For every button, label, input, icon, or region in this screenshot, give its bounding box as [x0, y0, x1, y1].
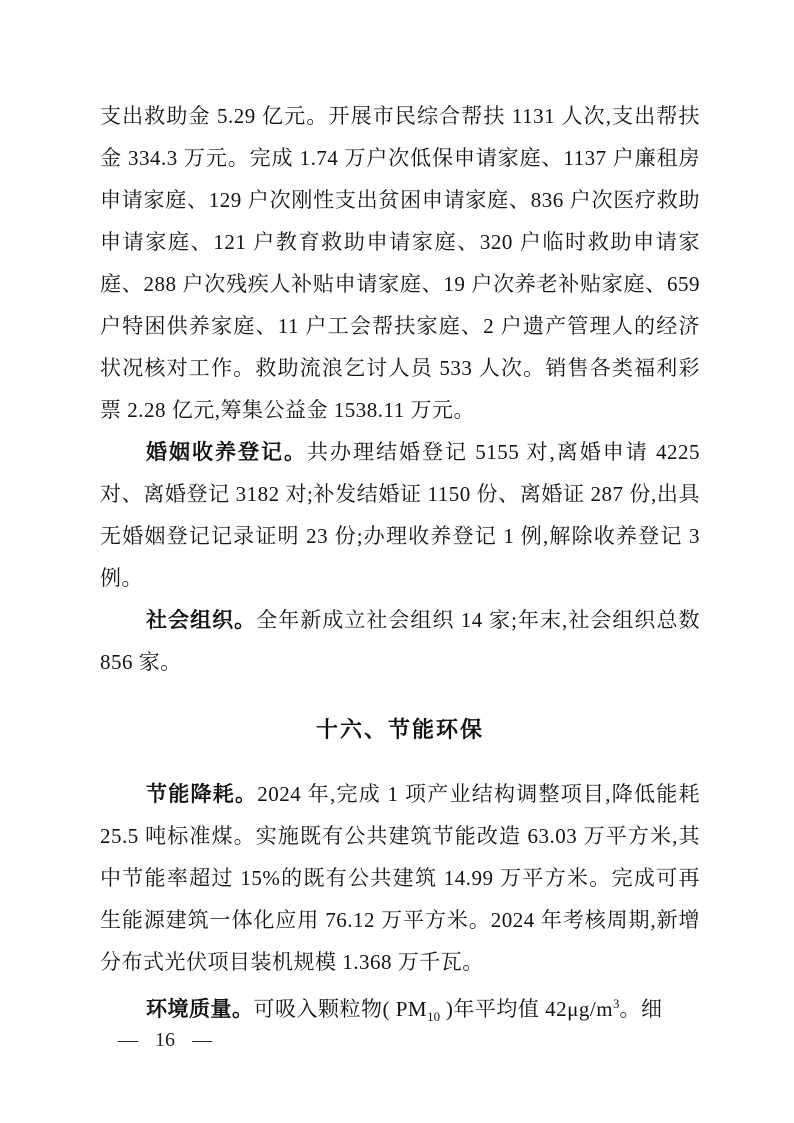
paragraph-text: 。细: [619, 997, 663, 1021]
page-body: [100, 95, 700, 1038]
paragraph-lead: 社会组织。: [146, 608, 257, 632]
paragraph-social-organizations: [100, 599, 700, 683]
paragraph-text: 支出救助金 5.29 亿元。开展市民综合帮扶 1131 人次,支出帮扶金 334.3 万元。完成 1.74 万户次低保申请家庭、1137 户廉租房申请家庭、129 户次刚性支出贫困申请家庭、836 户次医疗救助申请家庭、121 户教育救助申请家庭、320 户临时救助申请家庭、288 户次残疾人补贴申请家庭、19 户次养老补贴家庭、659 户特困供养家庭、11 户工会帮扶家庭、2 户遗产管理人的经济状况核对工作。救助流浪乞讨人员 533 人次。销售各类福利彩票 2.28 亿元,筹集公益金 1538.11 万元。: [100, 104, 700, 422]
page-number: — 16 —: [118, 1029, 212, 1051]
paragraph-text: 共办理结婚登记 5155 对,离婚申请 4225 对、离婚登记 3182 对;补发结婚证 1150 份、离婚证 287 份,出具无婚姻登记记录证明 23 份;办理收养登记 1 例,解除收养登记 3 例。: [100, 440, 700, 590]
section-heading: 十六、节能环保: [315, 717, 484, 742]
paragraph-text: )年平均值 42μg/m: [440, 997, 614, 1021]
cubic-meter-superscript: 3: [613, 996, 620, 1011]
paragraph-text: 2024 年,完成 1 项产业结构调整项目,降低能耗 25.5 吨标准煤。实施既有公共建筑节能改造 63.03 万平方米,其中节能率超过 15%的既有公共建筑 14.99 万平方米。完成可再生能源建筑一体化应用 76.12 万平方米。2024 年考核周期,新增分布式光伏项目装机规模 1.368 万千瓦。: [100, 782, 700, 974]
paragraph-social-assistance: [100, 95, 700, 431]
paragraph-energy-saving: [100, 773, 700, 983]
pm10-subscript: 10: [427, 1009, 441, 1024]
paragraph-text: 可吸入颗粒物( PM: [253, 997, 428, 1021]
paragraph-lead: 环境质量。: [146, 997, 254, 1021]
paragraph-text: 全年新成立社会组织 14 家;年末,社会组织总数 856 家。: [100, 608, 701, 674]
paragraph-lead: 婚姻收养登记。: [146, 440, 307, 464]
paragraph-marriage-adoption-registration: [100, 431, 700, 599]
paragraph-lead: 节能降耗。: [146, 782, 258, 806]
